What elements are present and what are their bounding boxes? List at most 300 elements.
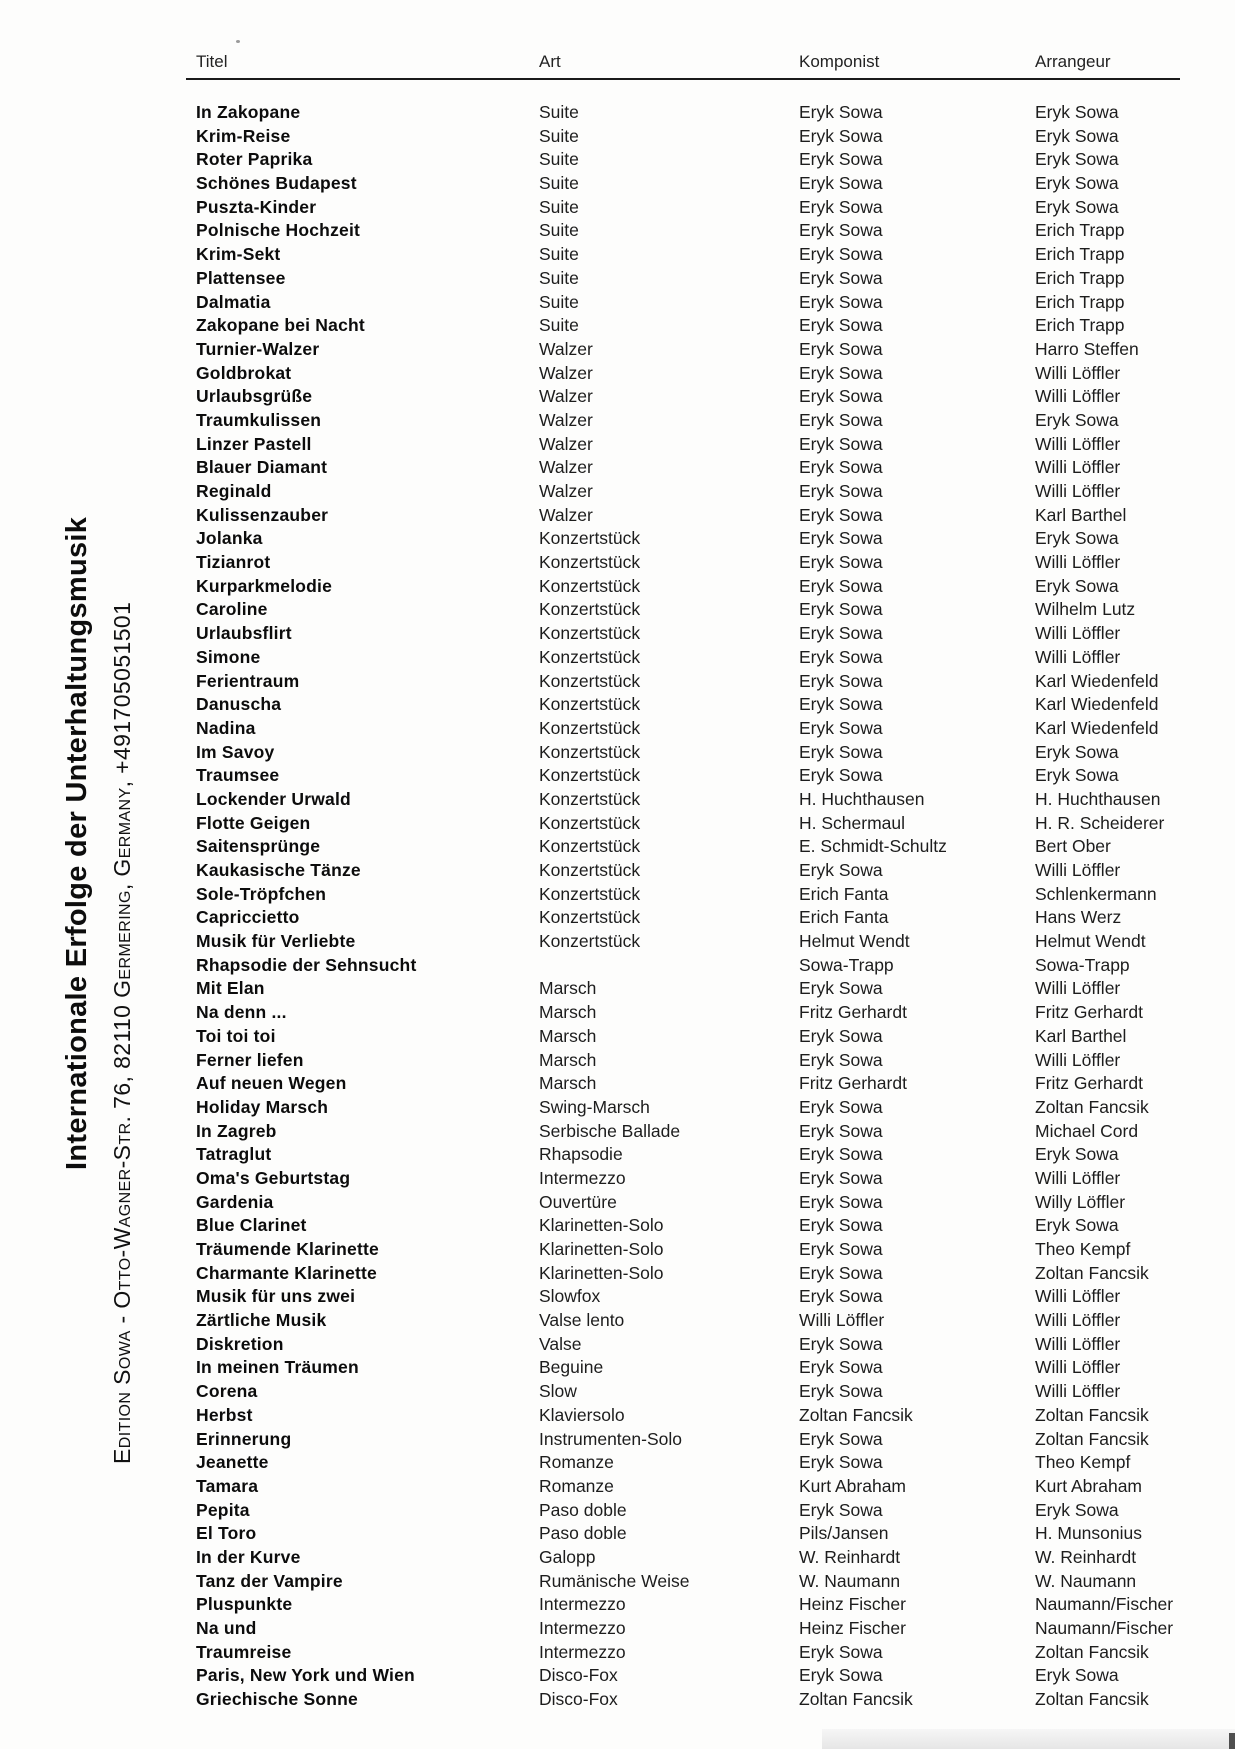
cell-art: Suite: [539, 102, 579, 122]
cell-komponist: Willi Löffler: [799, 1310, 885, 1331]
cell-arrangeur: Zoltan Fancsik: [1035, 1689, 1149, 1710]
cell-art: Instrumenten-Solo: [539, 1428, 682, 1449]
cell-arrangeur: H. R. Scheiderer: [1035, 812, 1165, 833]
cell-arrangeur: Naumann/Fischer: [1035, 1618, 1174, 1638]
cell-arrangeur: Zoltan Fancsik: [1035, 1262, 1149, 1283]
cell-titel: Corena: [196, 1381, 258, 1402]
cell-art: Konzertstück: [539, 883, 641, 904]
cell-titel: Ferner liefen: [196, 1049, 304, 1070]
table-row: [196, 291, 1180, 315]
cell-komponist: Eryk Sowa: [799, 717, 883, 738]
cell-titel: In Zakopane: [196, 102, 301, 122]
cell-art: Ouvertüre: [539, 1191, 617, 1212]
cell-titel: Rhapsodie der Sehnsucht: [196, 954, 417, 975]
cell-titel: Erinnerung: [196, 1428, 292, 1449]
table-row: [196, 977, 1180, 1001]
cell-titel: Pluspunkte: [196, 1594, 293, 1615]
cell-art: Beguine: [539, 1357, 604, 1378]
cell-arrangeur: Eryk Sowa: [1035, 528, 1119, 549]
table-row: [196, 1025, 1180, 1049]
table-header: [196, 51, 1180, 73]
cell-komponist: Eryk Sowa: [799, 125, 883, 146]
table-row: [196, 527, 1180, 551]
cell-titel: Capriccietto: [196, 907, 300, 928]
table-row: [196, 741, 1180, 765]
cell-art: Valse: [539, 1333, 582, 1354]
table-row: [196, 1499, 1180, 1523]
cell-arrangeur: Erich Trapp: [1035, 267, 1125, 288]
cell-titel: Krim-Sekt: [196, 244, 281, 265]
cell-art: Walzer: [539, 433, 593, 454]
cell-art: Konzertstück: [539, 717, 641, 738]
cell-arrangeur: Eryk Sowa: [1035, 1499, 1119, 1520]
cell-titel: Sole-Tröpfchen: [196, 883, 327, 904]
table-row: [196, 243, 1180, 267]
table-row: [196, 670, 1180, 694]
cell-arrangeur: W. Naumann: [1035, 1570, 1137, 1591]
cell-komponist: Eryk Sowa: [799, 1286, 883, 1307]
cell-art: Suite: [539, 315, 579, 336]
cell-komponist: Eryk Sowa: [799, 1333, 883, 1354]
cell-arrangeur: Willy Löffler: [1035, 1191, 1126, 1212]
cell-arrangeur: Bert Ober: [1035, 836, 1111, 857]
cell-titel: Blauer Diamant: [196, 457, 328, 478]
cell-titel: Tizianrot: [196, 552, 271, 573]
cell-titel: Gardenia: [196, 1191, 274, 1212]
cell-arrangeur: Eryk Sowa: [1035, 102, 1119, 122]
cell-arrangeur: Theo Kempf: [1035, 1239, 1131, 1259]
cell-titel: Auf neuen Wegen: [196, 1073, 347, 1094]
cell-arrangeur: H. Huchthausen: [1035, 788, 1161, 809]
cell-komponist: Eryk Sowa: [799, 1167, 883, 1188]
table-row: [196, 409, 1180, 433]
cell-arrangeur: Willi Löffler: [1035, 362, 1121, 383]
table-row: [196, 1167, 1180, 1191]
table-row: [196, 125, 1180, 149]
table-row: [196, 1380, 1180, 1404]
cell-art: Klaviersolo: [539, 1404, 625, 1425]
cell-titel: Tamara: [196, 1475, 259, 1496]
cell-art: Intermezzo: [539, 1167, 626, 1188]
cell-komponist: Eryk Sowa: [799, 220, 883, 241]
cell-arrangeur: Sowa-Trapp: [1035, 954, 1130, 975]
cell-art: Intermezzo: [539, 1618, 626, 1638]
cell-titel: Blue Clarinet: [196, 1215, 307, 1236]
cell-komponist: Eryk Sowa: [799, 504, 883, 525]
cell-arrangeur: Helmut Wendt: [1035, 931, 1146, 952]
table-row: [196, 954, 1180, 978]
table-row: [196, 812, 1180, 836]
cell-art: Konzertstück: [539, 599, 641, 620]
table-row: [196, 433, 1180, 457]
cell-arrangeur: Eryk Sowa: [1035, 409, 1119, 430]
table-row: [196, 1451, 1180, 1475]
cell-art: Romanze: [539, 1452, 614, 1473]
cell-titel: Urlaubsflirt: [196, 623, 292, 644]
cell-komponist: Fritz Gerhardt: [799, 1002, 907, 1023]
cell-titel: Jolanka: [196, 528, 263, 549]
cell-titel: Träumende Klarinette: [196, 1239, 379, 1259]
cell-titel: Holiday Marsch: [196, 1096, 329, 1117]
cell-titel: Paris, New York und Wien: [196, 1665, 415, 1686]
cell-arrangeur: Willi Löffler: [1035, 1310, 1121, 1331]
cell-art: Walzer: [539, 338, 593, 359]
cell-komponist: Eryk Sowa: [799, 291, 883, 312]
cell-art: Disco-Fox: [539, 1689, 618, 1710]
cell-art: Konzertstück: [539, 812, 641, 833]
table-row: [196, 456, 1180, 480]
column-header-art: Art: [539, 52, 561, 71]
cell-komponist: Eryk Sowa: [799, 1191, 883, 1212]
table-row: [196, 1688, 1180, 1712]
cell-komponist: Erich Fanta: [799, 883, 889, 904]
table-row: [196, 1191, 1180, 1215]
cell-komponist: Eryk Sowa: [799, 338, 883, 359]
cell-arrangeur: Eryk Sowa: [1035, 741, 1119, 762]
cell-art: Intermezzo: [539, 1594, 626, 1615]
cell-art: Marsch: [539, 1025, 597, 1046]
cell-komponist: Eryk Sowa: [799, 481, 883, 501]
cell-titel: Na denn ...: [196, 1002, 287, 1023]
table-row: [196, 1238, 1180, 1262]
cell-art: Konzertstück: [539, 670, 641, 691]
table-row: [196, 930, 1180, 954]
cell-arrangeur: Karl Barthel: [1035, 1025, 1127, 1046]
cell-komponist: Eryk Sowa: [799, 1239, 883, 1259]
cell-art: Konzertstück: [539, 765, 641, 786]
cell-titel: Turnier-Walzer: [196, 338, 320, 359]
cell-art: Konzertstück: [539, 860, 641, 880]
cell-art: Walzer: [539, 457, 593, 478]
cell-arrangeur: Erich Trapp: [1035, 244, 1125, 265]
cell-titel: Saitensprünge: [196, 836, 321, 857]
cell-art: Suite: [539, 291, 579, 312]
cell-titel: Dalmatia: [196, 291, 271, 312]
cell-art: Intermezzo: [539, 1641, 626, 1662]
table-row: [196, 1096, 1180, 1120]
cell-art: Rhapsodie: [539, 1144, 623, 1165]
cell-titel: Caroline: [196, 599, 268, 620]
cell-komponist: Eryk Sowa: [799, 173, 883, 194]
cell-titel: Puszta-Kinder: [196, 196, 317, 217]
cell-komponist: Eryk Sowa: [799, 1428, 883, 1449]
cell-komponist: Eryk Sowa: [799, 1144, 883, 1165]
cell-titel: Kurparkmelodie: [196, 575, 333, 596]
cell-titel: Linzer Pastell: [196, 433, 312, 454]
cell-arrangeur: Zoltan Fancsik: [1035, 1641, 1149, 1662]
table-row: [196, 1475, 1180, 1499]
table-row: [196, 172, 1180, 196]
cell-art: Walzer: [539, 409, 593, 430]
column-header-komponist: Komponist: [799, 52, 880, 71]
table-row: [196, 504, 1180, 528]
cell-komponist: H. Huchthausen: [799, 788, 925, 809]
table-row: [196, 1428, 1180, 1452]
cell-art: Konzertstück: [539, 694, 641, 715]
column-header-arrangeur: Arrangeur: [1035, 52, 1111, 71]
cell-arrangeur: Eryk Sowa: [1035, 196, 1119, 217]
table-row: [196, 267, 1180, 291]
cell-art: Suite: [539, 220, 579, 241]
cell-art: Konzertstück: [539, 575, 641, 596]
cell-arrangeur: Eryk Sowa: [1035, 1215, 1119, 1236]
cell-art: Walzer: [539, 386, 593, 407]
cell-titel: Plattensee: [196, 267, 286, 288]
table-row: [196, 788, 1180, 812]
table-body: [196, 101, 1180, 1712]
cell-komponist: Eryk Sowa: [799, 315, 883, 336]
cell-titel: Urlaubsgrüße: [196, 386, 313, 407]
table-row: [196, 480, 1180, 504]
cell-arrangeur: Zoltan Fancsik: [1035, 1096, 1149, 1117]
cell-arrangeur: Karl Wiedenfeld: [1035, 694, 1159, 715]
cell-komponist: Eryk Sowa: [799, 1025, 883, 1046]
cell-art: Klarinetten-Solo: [539, 1215, 664, 1236]
cell-komponist: Eryk Sowa: [799, 1452, 883, 1473]
cell-komponist: Eryk Sowa: [799, 1096, 883, 1117]
table-row: [196, 385, 1180, 409]
cell-komponist: Eryk Sowa: [799, 386, 883, 407]
cell-arrangeur: Willi Löffler: [1035, 623, 1121, 644]
cell-komponist: Heinz Fischer: [799, 1594, 906, 1615]
cell-titel: In der Kurve: [196, 1546, 301, 1567]
cell-arrangeur: Willi Löffler: [1035, 457, 1121, 478]
cell-komponist: Eryk Sowa: [799, 149, 883, 170]
cell-titel: Goldbrokat: [196, 362, 292, 383]
table-row: [196, 1285, 1180, 1309]
cell-titel: Kulissenzauber: [196, 504, 329, 525]
table-row: [196, 835, 1180, 859]
cell-arrangeur: Zoltan Fancsik: [1035, 1404, 1149, 1425]
cell-art: Konzertstück: [539, 552, 641, 573]
cell-art: Swing-Marsch: [539, 1096, 650, 1117]
cell-komponist: Eryk Sowa: [799, 1499, 883, 1520]
cell-arrangeur: Erich Trapp: [1035, 220, 1125, 241]
cell-komponist: Eryk Sowa: [799, 694, 883, 715]
cell-titel: Diskretion: [196, 1333, 284, 1354]
table-row: [196, 1143, 1180, 1167]
cell-komponist: Eryk Sowa: [799, 623, 883, 644]
cell-komponist: Eryk Sowa: [799, 599, 883, 620]
cell-titel: Simone: [196, 646, 261, 667]
cell-art: Rumänische Weise: [539, 1570, 690, 1591]
table-row: [196, 1309, 1180, 1333]
table-row: [196, 219, 1180, 243]
cell-titel: Zärtliche Musik: [196, 1310, 327, 1331]
scan-shadow-band: [822, 1729, 1235, 1749]
catalog-table: [196, 45, 1180, 1712]
cell-titel: Ferientraum: [196, 670, 300, 691]
cell-titel: Kaukasische Tänze: [196, 860, 361, 880]
cell-titel: Pepita: [196, 1499, 250, 1520]
cell-arrangeur: Willi Löffler: [1035, 433, 1121, 454]
cell-titel: Reginald: [196, 481, 272, 501]
cell-komponist: Eryk Sowa: [799, 409, 883, 430]
cell-art: Klarinetten-Solo: [539, 1239, 664, 1259]
table-row: [196, 338, 1180, 362]
cell-komponist: H. Schermaul: [799, 812, 906, 833]
cell-komponist: Fritz Gerhardt: [799, 1073, 907, 1094]
cell-komponist: Zoltan Fancsik: [799, 1689, 913, 1710]
cell-art: Konzertstück: [539, 623, 641, 644]
cell-arrangeur: Kurt Abraham: [1035, 1475, 1142, 1496]
cell-arrangeur: Eryk Sowa: [1035, 575, 1119, 596]
table-row: [196, 362, 1180, 386]
table-row: [196, 622, 1180, 646]
cell-komponist: Eryk Sowa: [799, 528, 883, 549]
cell-arrangeur: Eryk Sowa: [1035, 173, 1119, 194]
cell-arrangeur: Willi Löffler: [1035, 1333, 1121, 1354]
cell-arrangeur: Willi Löffler: [1035, 1286, 1121, 1307]
cell-art: Galopp: [539, 1546, 596, 1567]
table-row: [196, 906, 1180, 930]
cell-art: Konzertstück: [539, 907, 641, 928]
cell-titel: El Toro: [196, 1523, 257, 1544]
cell-titel: Traumkulissen: [196, 409, 322, 430]
cell-komponist: W. Reinhardt: [799, 1546, 901, 1567]
cell-arrangeur: Karl Wiedenfeld: [1035, 670, 1159, 691]
cell-arrangeur: Wilhelm Lutz: [1035, 599, 1136, 620]
cell-art: Suite: [539, 125, 579, 146]
cell-arrangeur: H. Munsonius: [1035, 1523, 1142, 1544]
cell-arrangeur: Eryk Sowa: [1035, 125, 1119, 146]
cell-arrangeur: Karl Wiedenfeld: [1035, 717, 1159, 738]
cell-arrangeur: Willi Löffler: [1035, 481, 1121, 501]
cell-titel: Flotte Geigen: [196, 812, 311, 833]
cell-arrangeur: Karl Barthel: [1035, 504, 1127, 525]
cell-arrangeur: W. Reinhardt: [1035, 1546, 1137, 1567]
cell-komponist: E. Schmidt-Schultz: [799, 836, 947, 857]
cell-arrangeur: Harro Steffen: [1035, 338, 1139, 359]
cell-komponist: Eryk Sowa: [799, 860, 883, 880]
table-row: [196, 1522, 1180, 1546]
table-row: [196, 1262, 1180, 1286]
cell-titel: In meinen Träumen: [196, 1357, 359, 1378]
cell-arrangeur: Erich Trapp: [1035, 291, 1125, 312]
table-row: [196, 1333, 1180, 1357]
table-row: [196, 1049, 1180, 1073]
cell-komponist: Eryk Sowa: [799, 765, 883, 786]
cell-arrangeur: Willi Löffler: [1035, 1167, 1121, 1188]
cell-art: Marsch: [539, 1049, 597, 1070]
cell-arrangeur: Willi Löffler: [1035, 646, 1121, 667]
cell-titel: Tanz der Vampire: [196, 1570, 343, 1591]
cell-art: Paso doble: [539, 1499, 627, 1520]
cell-komponist: Sowa-Trapp: [799, 954, 894, 975]
cell-arrangeur: Willi Löffler: [1035, 1357, 1121, 1378]
cell-titel: Na und: [196, 1618, 257, 1638]
cell-komponist: Eryk Sowa: [799, 433, 883, 454]
cell-art: Konzertstück: [539, 836, 641, 857]
cell-art: Slowfox: [539, 1286, 601, 1307]
cell-arrangeur: Willi Löffler: [1035, 1381, 1121, 1402]
cell-arrangeur: Eryk Sowa: [1035, 1665, 1119, 1686]
cell-arrangeur: Fritz Gerhardt: [1035, 1073, 1143, 1094]
cell-komponist: Eryk Sowa: [799, 575, 883, 596]
cell-arrangeur: Eryk Sowa: [1035, 1144, 1119, 1165]
cell-komponist: Eryk Sowa: [799, 1215, 883, 1236]
scan-edge-artifact: [1229, 1733, 1235, 1749]
header-rule: [186, 78, 1180, 80]
cell-art: Konzertstück: [539, 931, 641, 952]
table-row: [196, 1120, 1180, 1144]
cell-komponist: Eryk Sowa: [799, 362, 883, 383]
table-row: [196, 1641, 1180, 1665]
table-row: [196, 196, 1180, 220]
cell-art: Walzer: [539, 504, 593, 525]
cell-komponist: Erich Fanta: [799, 907, 889, 928]
table-row: [196, 693, 1180, 717]
cell-art: Suite: [539, 173, 579, 194]
cell-art: Marsch: [539, 1002, 597, 1023]
cell-arrangeur: Eryk Sowa: [1035, 149, 1119, 170]
cell-arrangeur: Willi Löffler: [1035, 1049, 1121, 1070]
cell-titel: Roter Paprika: [196, 149, 313, 170]
table-row: [196, 148, 1180, 172]
cell-arrangeur: Michael Cord: [1035, 1120, 1139, 1141]
cell-titel: Toi toi toi: [196, 1025, 276, 1046]
table-row: [196, 1356, 1180, 1380]
table-row: [196, 717, 1180, 741]
table-row: [196, 764, 1180, 788]
cell-arrangeur: Fritz Gerhardt: [1035, 1002, 1143, 1023]
table-row: [196, 1001, 1180, 1025]
cell-titel: Schönes Budapest: [196, 173, 357, 194]
cell-art: Romanze: [539, 1475, 614, 1496]
cell-komponist: Eryk Sowa: [799, 457, 883, 478]
cell-komponist: Heinz Fischer: [799, 1618, 906, 1638]
cell-titel: Lockender Urwald: [196, 788, 351, 809]
table-row: [196, 883, 1180, 907]
table-row: [196, 1214, 1180, 1238]
cell-titel: Musik für uns zwei: [196, 1286, 356, 1307]
table-row: [196, 1404, 1180, 1428]
cell-arrangeur: Zoltan Fancsik: [1035, 1428, 1149, 1449]
cell-titel: Tatraglut: [196, 1144, 272, 1165]
cell-titel: Polnische Hochzeit: [196, 220, 361, 241]
cell-titel: Im Savoy: [196, 741, 275, 762]
cell-art: Konzertstück: [539, 646, 641, 667]
cell-komponist: Eryk Sowa: [799, 196, 883, 217]
table-row: [196, 314, 1180, 338]
cell-titel: Zakopane bei Nacht: [196, 315, 365, 336]
cell-arrangeur: Naumann/Fischer: [1035, 1594, 1174, 1615]
cell-komponist: Eryk Sowa: [799, 978, 883, 999]
cell-komponist: Eryk Sowa: [799, 1049, 883, 1070]
table-row: [196, 551, 1180, 575]
cell-titel: Danuscha: [196, 694, 282, 715]
cell-komponist: W. Naumann: [799, 1570, 901, 1591]
cell-komponist: Eryk Sowa: [799, 1381, 883, 1402]
cell-komponist: Eryk Sowa: [799, 646, 883, 667]
cell-komponist: Eryk Sowa: [799, 741, 883, 762]
cell-arrangeur: Willi Löffler: [1035, 386, 1121, 407]
cell-art: Klarinetten-Solo: [539, 1262, 664, 1283]
column-header-titel: Titel: [196, 52, 228, 71]
edition-headline: Internationale Erfolge der Unterhaltungsmusik: [61, 516, 93, 1170]
cell-art: Konzertstück: [539, 528, 641, 549]
cell-komponist: Eryk Sowa: [799, 267, 883, 288]
table-row: [196, 101, 1180, 125]
cell-titel: Krim-Reise: [196, 125, 291, 146]
cell-art: Suite: [539, 149, 579, 170]
cell-titel: Oma's Geburtstag: [196, 1167, 351, 1188]
cell-art: Valse lento: [539, 1310, 625, 1331]
table-row: [196, 1593, 1180, 1617]
cell-titel: Nadina: [196, 717, 256, 738]
cell-titel: In Zagreb: [196, 1120, 277, 1141]
table-row: [196, 598, 1180, 622]
